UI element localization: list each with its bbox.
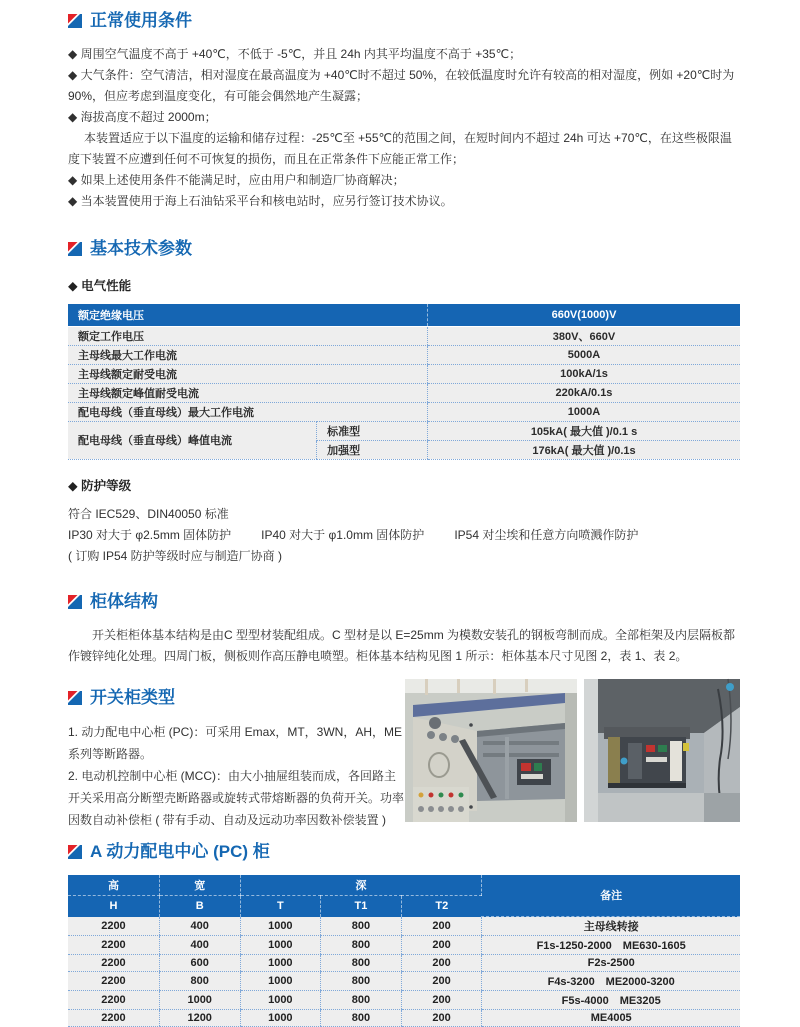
section-marker-icon <box>68 845 82 859</box>
cell-remark: ME4005 <box>482 1010 740 1027</box>
section-marker-icon <box>68 691 82 705</box>
section-heading: 正常使用条件 <box>90 10 192 32</box>
cell: 200 <box>401 972 482 991</box>
table-row <box>68 936 740 955</box>
col-header-remark: 备注 <box>482 875 740 917</box>
cell: 2200 <box>68 936 159 955</box>
circuit-breaker-photo-right <box>584 679 740 822</box>
table-row <box>68 304 740 326</box>
cell: 800 <box>321 991 402 1010</box>
cell: 800 <box>321 1010 402 1027</box>
col-subheader: T <box>240 896 321 917</box>
table-row <box>68 1010 740 1027</box>
ip-rating: IP30 对大于 φ2.5mm 固体防护 <box>68 528 231 542</box>
col-subheader: T1 <box>321 896 402 917</box>
ip-ratings-line <box>68 525 740 546</box>
cell: 400 <box>159 936 240 955</box>
param-value: 105kA( 最大值 )/0.1 s <box>428 421 741 440</box>
col-header-depth: 深 <box>240 875 482 896</box>
type-line: 1. 动力配电中心柜 (PC)：可采用 Emax，MT，3WN，AH，ME 系列等断路器。 <box>68 721 405 765</box>
section-marker-icon <box>68 14 82 28</box>
cell: 800 <box>321 936 402 955</box>
variant-type: 加强型 <box>317 440 428 459</box>
col-header-height: 高 <box>68 875 159 896</box>
table-row <box>68 326 740 345</box>
table-header-row <box>68 875 740 896</box>
usage-conditions-list <box>68 44 740 212</box>
param-label: 配电母线（垂直母线）最大工作电流 <box>68 402 428 421</box>
cell: 600 <box>159 955 240 972</box>
cell: 2200 <box>68 1010 159 1027</box>
param-value: 5000A <box>428 345 741 364</box>
cell-remark: F2s-2500 <box>482 955 740 972</box>
cell: 200 <box>401 936 482 955</box>
ip-rating: IP54 对尘埃和任意方向喷溅作防护 <box>454 528 638 542</box>
section-marker-icon <box>68 242 82 256</box>
cell: 800 <box>321 917 402 936</box>
col-header-width: 宽 <box>159 875 240 896</box>
table-row <box>68 421 740 440</box>
cabinet-structure-text <box>68 625 740 667</box>
param-label: 主母线额定峰值耐受电流 <box>68 383 428 402</box>
cell-remark: F5s-4000 ME3205 <box>482 991 740 1010</box>
cell: 2200 <box>68 991 159 1010</box>
protection-grade-subtitle: ◆ 防护等级 <box>68 476 740 494</box>
section-title-pc-cabinet <box>68 841 740 863</box>
usage-line: ◆ 周围空气温度不高于 +40℃，不低于 -5℃，并且 24h 内其平均温度不高于 +35℃； <box>68 44 740 65</box>
section-heading: A 动力配电中心 (PC) 柜 <box>90 841 270 863</box>
usage-line: ◆ 如果上述使用条件不能满足时，应由用户和制造厂协商解决； <box>68 170 740 191</box>
usage-line: ◆ 大气条件：空气清洁，相对湿度在最高温度为 +40℃时不超过 50%，在较低温度时允许有较高的相对湿度，例如 +20℃时为 90%，但应考虑到温度变化，有可能会偶然地产生凝露； <box>68 65 740 107</box>
usage-line: ◆ 海拔高度不超过 2000m； <box>68 107 740 128</box>
table-row <box>68 991 740 1010</box>
usage-line: 本装置适应于以下温度的运输和储存过程：-25℃至 +55℃的范围之间，在短时间内不超过 24h 可达 +70℃，在这些极限温度下装置不应遭到任何不可恢复的损伤，而且在正常条件下应能正常工作； <box>68 128 740 170</box>
protection-standard: 符合 IEC529、DIN40050 标准 <box>68 504 740 525</box>
col-subheader: B <box>159 896 240 917</box>
cell: 1000 <box>240 972 321 991</box>
param-label: 额定工作电压 <box>68 326 428 345</box>
cell-remark: F1s-1250-2000 ME630-1605 <box>482 936 740 955</box>
cell: 1000 <box>240 917 321 936</box>
section-title-tech-params <box>68 238 740 260</box>
cell: 200 <box>401 917 482 936</box>
cell: 400 <box>159 917 240 936</box>
cell: 800 <box>321 955 402 972</box>
param-value: 100kA/1s <box>428 364 741 383</box>
col-subheader: T2 <box>401 896 482 917</box>
section-marker-icon <box>68 595 82 609</box>
table-row <box>68 402 740 421</box>
cell: 2200 <box>68 917 159 936</box>
table-row <box>68 345 740 364</box>
section-heading: 开关柜类型 <box>90 687 175 709</box>
param-label: 配电母线（垂直母线）峰值电流 <box>68 421 317 459</box>
section-heading: 柜体结构 <box>90 591 158 613</box>
switchgear-types-column <box>68 687 405 831</box>
usage-line: ◆ 当本装置使用于海上石油钻采平台和核电站时，应另行签订技术协议。 <box>68 191 740 212</box>
table-row <box>68 383 740 402</box>
ip-rating: IP40 对大于 φ1.0mm 固体防护 <box>261 528 424 542</box>
section-heading: 基本技术参数 <box>90 238 192 260</box>
cell: 1000 <box>159 991 240 1010</box>
table-row <box>68 972 740 991</box>
switchgear-types-text <box>68 721 405 831</box>
switchgear-types-row <box>68 687 740 831</box>
cell: 800 <box>321 972 402 991</box>
cell-remark: F4s-3200 ME2000-3200 <box>482 972 740 991</box>
protection-grade-text <box>68 504 740 567</box>
type-line: 2. 电动机控制中心柜 (MCC)：由大小抽屉组装而成，各回路主开关采用高分断塑壳断路器或旋转式带熔断器的负荷开关。功率因数自动补偿柜 ( 带有手动、自动及远动功率因数补偿装置 ) <box>68 765 405 831</box>
cell: 200 <box>401 955 482 972</box>
cell: 1000 <box>240 991 321 1010</box>
cell: 1000 <box>240 1010 321 1027</box>
cell: 1000 <box>240 955 321 972</box>
cell: 200 <box>401 991 482 1010</box>
cell: 2200 <box>68 972 159 991</box>
cell: 2200 <box>68 955 159 972</box>
structure-paragraph: 开关柜柜体基本结构是由C 型型材装配组成。C 型材是以 E=25mm 为模数安装孔的钢板弯制而成。全部柜架及内层隔板都作镀锌纯化处理。四周门板，侧板则作高压静电喷塑。柜体基本结构见图 1 所示：柜体基本尺寸见图 2，表 1、表 2。 <box>68 625 740 667</box>
cell: 800 <box>159 972 240 991</box>
variant-type: 标准型 <box>317 421 428 440</box>
cell: 1200 <box>159 1010 240 1027</box>
electrical-parameters-table <box>68 304 740 460</box>
section-title-switchgear-types <box>68 687 405 709</box>
param-value: 380V、660V <box>428 326 741 345</box>
pc-cabinet-dimensions-table <box>68 875 740 1027</box>
col-subheader: H <box>68 896 159 917</box>
cell-remark: 主母线转接 <box>482 917 740 936</box>
param-value: 1000A <box>428 402 741 421</box>
param-value: 220kA/0.1s <box>428 383 741 402</box>
cell: 200 <box>401 1010 482 1027</box>
cell: 1000 <box>240 936 321 955</box>
param-value: 176kA( 最大值 )/0.1s <box>428 440 741 459</box>
table-row <box>68 917 740 936</box>
protection-note: ( 订购 IP54 防护等级时应与制造厂协商 ) <box>68 546 740 567</box>
switchgear-cabinet-photo-left <box>405 679 577 822</box>
section-title-normal-usage <box>68 10 740 32</box>
cabinet-photos <box>405 679 740 822</box>
electrical-performance-subtitle: ◆ 电气性能 <box>68 276 740 294</box>
table-row <box>68 364 740 383</box>
section-title-cabinet-structure <box>68 591 740 613</box>
param-value: 660V(1000)V <box>428 304 741 326</box>
param-label: 主母线最大工作电流 <box>68 345 428 364</box>
param-label: 额定绝缘电压 <box>68 304 428 326</box>
param-label: 主母线额定耐受电流 <box>68 364 428 383</box>
table-row <box>68 955 740 972</box>
